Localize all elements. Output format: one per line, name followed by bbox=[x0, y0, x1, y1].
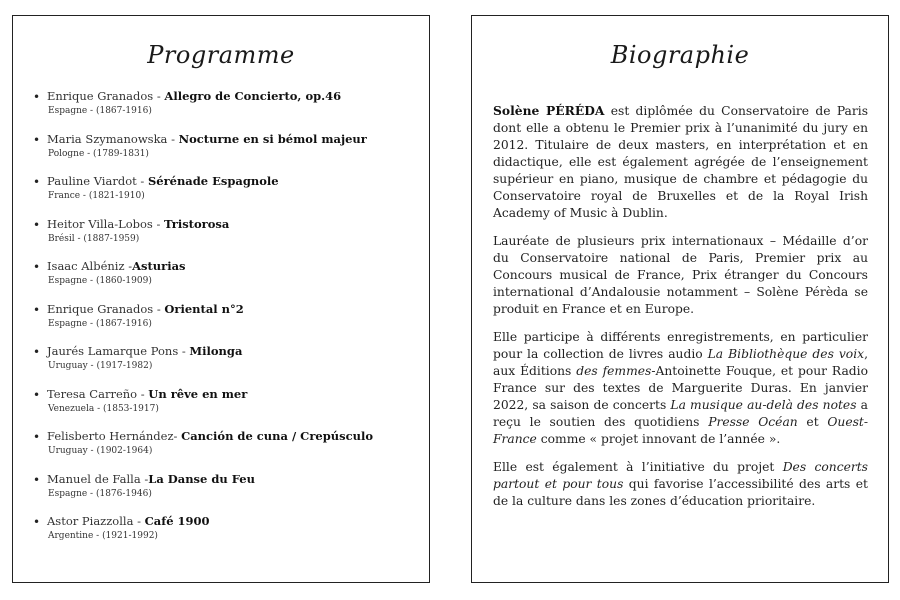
programme-item bbox=[33, 513, 419, 556]
bio-text: , aux Éditions bbox=[493, 347, 869, 378]
programme-list bbox=[33, 88, 419, 556]
biographie-text bbox=[493, 102, 868, 521]
composer-origin: Argentine - (1921-1992) bbox=[48, 531, 158, 541]
composer-name: Maria Szymanowska bbox=[47, 131, 168, 146]
composer-name: Pauline Viardot bbox=[47, 174, 137, 188]
programme-panel bbox=[12, 15, 430, 583]
programme-item bbox=[33, 343, 419, 386]
programme-item bbox=[33, 301, 419, 344]
programme-item bbox=[33, 216, 419, 259]
programme-item bbox=[33, 173, 419, 216]
bio-paragraph-3 bbox=[493, 329, 868, 448]
composer-origin: Uruguay - (1902-1964) bbox=[48, 446, 153, 456]
work-title: Nocturne en si bémol majeur bbox=[178, 131, 367, 146]
programme-item bbox=[33, 428, 419, 471]
work-title: Sérénade Espagnole bbox=[147, 174, 279, 188]
work-title: Milonga bbox=[189, 344, 243, 358]
bullet-icon: • bbox=[33, 175, 41, 189]
bio-italic: Des concerts partout et pour tous bbox=[493, 460, 868, 491]
work-title: Canción de cuna / Crepúsculo bbox=[181, 429, 373, 443]
work-title: Café 1900 bbox=[144, 514, 210, 528]
composer-name: Heitor Villa-Lobos bbox=[47, 216, 153, 231]
work-title: Asturias bbox=[132, 259, 186, 273]
composer-origin: Espagne - (1867-1916) bbox=[48, 106, 152, 116]
programme-item bbox=[33, 386, 419, 429]
separator: - bbox=[136, 174, 148, 188]
bio-paragraph-4 bbox=[493, 459, 868, 510]
separator: - bbox=[178, 344, 190, 358]
separator: - bbox=[167, 131, 179, 146]
bio-italic: Presse Océan bbox=[708, 415, 798, 429]
composer-name: Felisberto Hernández bbox=[47, 429, 174, 443]
work-title: Oriental n°2 bbox=[164, 301, 244, 316]
composer-origin: Venezuela - (1853-1917) bbox=[48, 403, 159, 414]
bio-text: qui favorise l’accessibilité des arts et de la culture dans les zones d’éducation prioritaire. bbox=[493, 477, 868, 508]
bio-paragraph-1 bbox=[493, 102, 868, 222]
bullet-icon: • bbox=[33, 387, 41, 402]
bio-text: comme « projet innovant de l’année ». bbox=[536, 432, 781, 446]
composer-origin: Espagne - (1867-1916) bbox=[48, 318, 152, 329]
separator: - bbox=[124, 259, 133, 273]
bio-text: est diplômée du Conservatoire de Paris dont elle a obtenu le Premier prix à l’unanimité du jury en 2012. Titulaire de deux masters, en interprétation et en didactique, elle est également agrégée de l’enseignement supérieur en piano, musique de chambre et pédagogie du Conservatoire royal de Bruxelles et de la Royal Irish Academy of Music à Dublin. bbox=[493, 104, 869, 220]
composer-origin: Pologne - (1789-1831) bbox=[48, 148, 149, 159]
bio-text: et bbox=[797, 415, 828, 429]
composer-name: Enrique Granados bbox=[47, 301, 154, 316]
programme-title: Programme bbox=[147, 41, 295, 69]
bio-text: Elle participe à différents enregistrements, en particulier pour la collection de livres audio bbox=[493, 330, 868, 361]
separator: - bbox=[152, 216, 165, 231]
composer-origin: Uruguay - (1917-1982) bbox=[48, 361, 153, 371]
composer-name: Teresa Carreño bbox=[47, 386, 138, 401]
bullet-icon: • bbox=[33, 260, 41, 274]
bio-paragraph-2: Lauréate de plusieurs prix internationaux – Médaille d’or du Conservatoire national de Paris, Premier prix au Concours musical de France, Prix étranger du Concours international d’Andalousie notamment – Solène Pérèda se produit en France et en Europe. bbox=[493, 234, 868, 316]
separator: - bbox=[153, 301, 165, 316]
work-title: Allegro de Concierto, op.46 bbox=[164, 89, 342, 103]
work-title: Un rêve en mer bbox=[148, 386, 248, 401]
biographie-panel bbox=[471, 15, 889, 583]
biographie-title: Biographie bbox=[610, 41, 750, 69]
composer-origin: Espagne - (1860-1909) bbox=[48, 276, 152, 286]
programme-item bbox=[33, 471, 419, 514]
artist-name: Solène PÉRÉDA bbox=[493, 103, 605, 118]
bullet-icon: • bbox=[33, 515, 41, 529]
composer-name: Isaac Albéniz bbox=[47, 259, 125, 273]
bio-text: Elle est également à l’initiative du projet bbox=[493, 460, 783, 474]
programme-item bbox=[33, 88, 419, 131]
composer-name: Astor Piazzolla bbox=[47, 514, 134, 528]
programme-item bbox=[33, 131, 419, 174]
work-title: Tristorosa bbox=[164, 216, 230, 231]
separator: - bbox=[137, 386, 149, 401]
bio-text: -Antoinette Fouque, et pour Radio France sur des textes de Marguerite Duras. En janvier 2022, sa saison de concerts bbox=[493, 364, 869, 412]
bullet-icon: • bbox=[33, 132, 41, 147]
bullet-icon: • bbox=[33, 345, 41, 359]
separator: - bbox=[133, 514, 145, 528]
programme-item bbox=[33, 258, 419, 301]
composer-name: Manuel de Falla bbox=[47, 471, 141, 486]
composer-origin: Espagne - (1876-1946) bbox=[48, 488, 152, 499]
bio-italic: des femmes bbox=[576, 364, 652, 378]
bio-italic: La musique au-delà des notes bbox=[670, 398, 857, 412]
bullet-icon: • bbox=[33, 302, 41, 317]
bio-italic: La Bibliothèque des voix bbox=[707, 347, 865, 361]
bullet-icon: • bbox=[33, 217, 41, 232]
work-title: La Danse du Feu bbox=[148, 471, 255, 486]
separator: - bbox=[153, 89, 165, 103]
separator: - bbox=[140, 471, 149, 486]
separator: - bbox=[173, 429, 182, 443]
composer-origin: France - (1821-1910) bbox=[48, 191, 145, 201]
bullet-icon: • bbox=[33, 90, 41, 104]
composer-name: Jaurés Lamarque Pons bbox=[47, 344, 179, 358]
bullet-icon: • bbox=[33, 430, 41, 444]
bio-text: a reçu le soutien des quotidiens bbox=[493, 398, 868, 429]
composer-origin: Brésil - (1887-1959) bbox=[48, 233, 140, 244]
bullet-icon: • bbox=[33, 472, 41, 487]
composer-name: Enrique Granados bbox=[47, 89, 154, 103]
bio-italic: Ouest-France bbox=[493, 415, 869, 446]
